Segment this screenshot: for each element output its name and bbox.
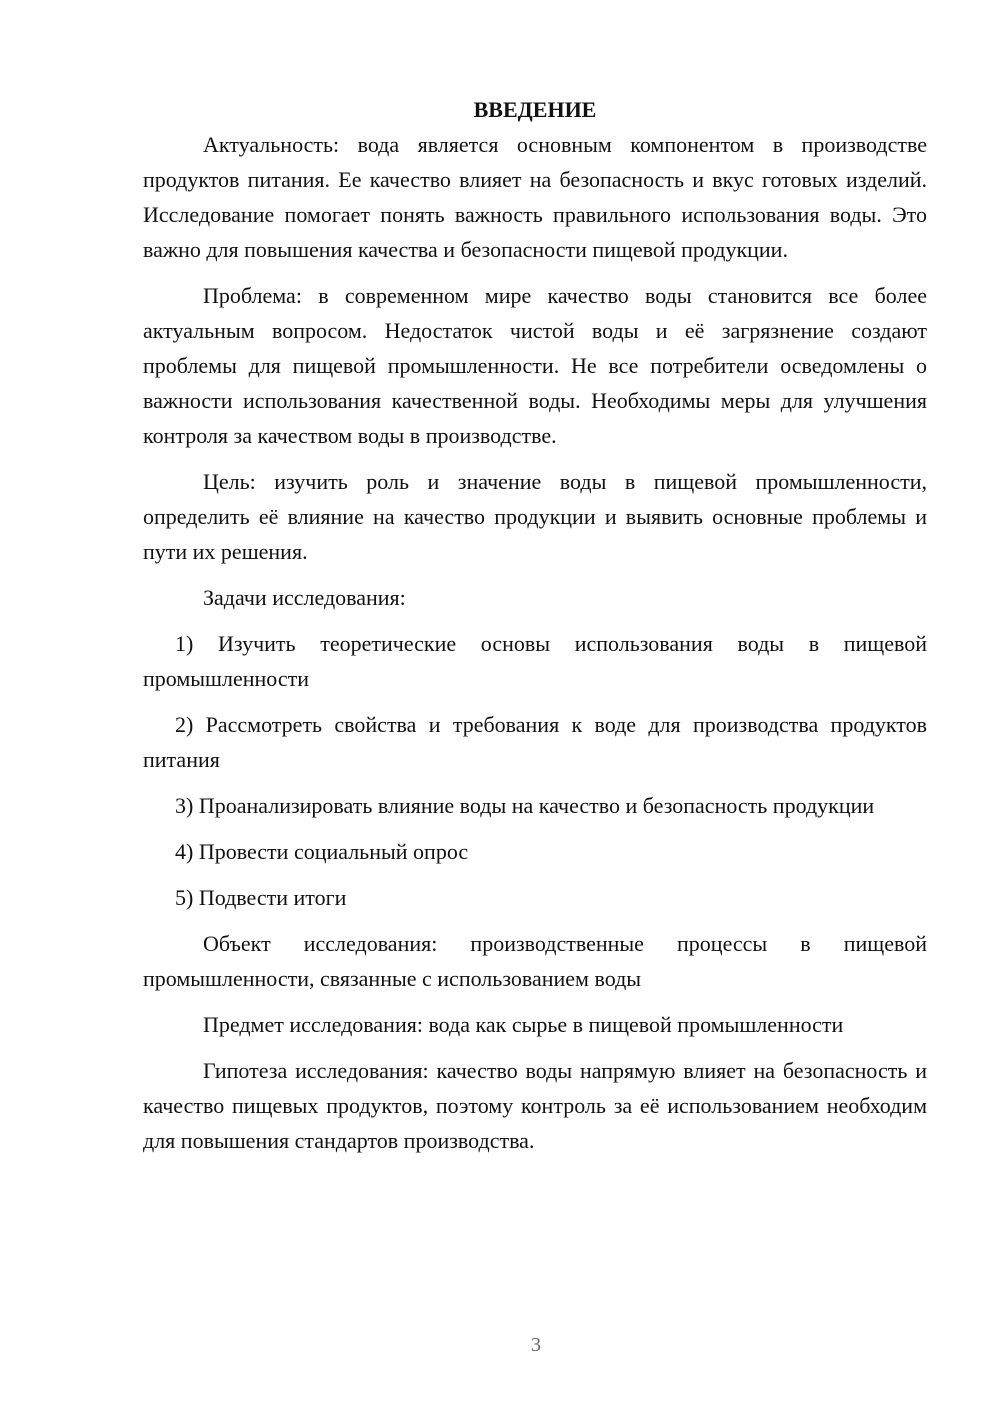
tasks-heading: Задачи исследования: [203, 585, 406, 610]
paragraph-hypothesis: Гипотеза исследования: качество воды напрямую влияет на безопасность и качество пищевых продуктов, поэтому контроль за её использованием необходим для повышения стандартов производства. [143, 1058, 927, 1153]
paragraph-relevance: Актуальность: вода является основным компонентом в производстве продуктов питания. Ее качество влияет на безопасность и вкус готовых изделий. Исследование помогает понять важность правильного использования воды. Это важно для повышения качества и безопасности пищевой продукции. [143, 132, 927, 262]
task-item-5: 5) Подвести итоги [175, 885, 347, 910]
paragraph-goal: Цель: изучить роль и значение воды в пищевой промышленности, определить её влияние на качество продукции и выявить основные проблемы и пути их решения. [143, 469, 927, 564]
task-item-4: 4) Провести социальный опрос [175, 839, 469, 864]
paragraph-object: Объект исследования: производственные процессы в пищевой промышленности, связанные с использованием воды [143, 931, 927, 991]
section-title: ВВЕДЕНИЕ [473, 97, 597, 122]
paragraph-problem: Проблема: в современном мире качество воды становится все более актуальным вопросом. Недостаток чистой воды и её загрязнение создают проблемы для пищевой промышленности. Не все потребители осведомлены о важности использования качественной воды. Необходимы меры для улучшения контроля за качеством воды в производстве. [143, 283, 927, 448]
task-item-2: 2) Рассмотреть свойства и требования к воде для производства продуктов питания [143, 712, 927, 772]
task-item-3: 3) Проанализировать влияние воды на качество и безопасность продукции [175, 793, 875, 818]
paragraph-subject: Предмет исследования: вода как сырье в пищевой промышленности [203, 1012, 844, 1037]
page-number: 3 [531, 1334, 541, 1356]
page-content [143, 95, 927, 1169]
task-item-1: 1) Изучить теоретические основы использования воды в пищевой промышленности [143, 631, 927, 691]
